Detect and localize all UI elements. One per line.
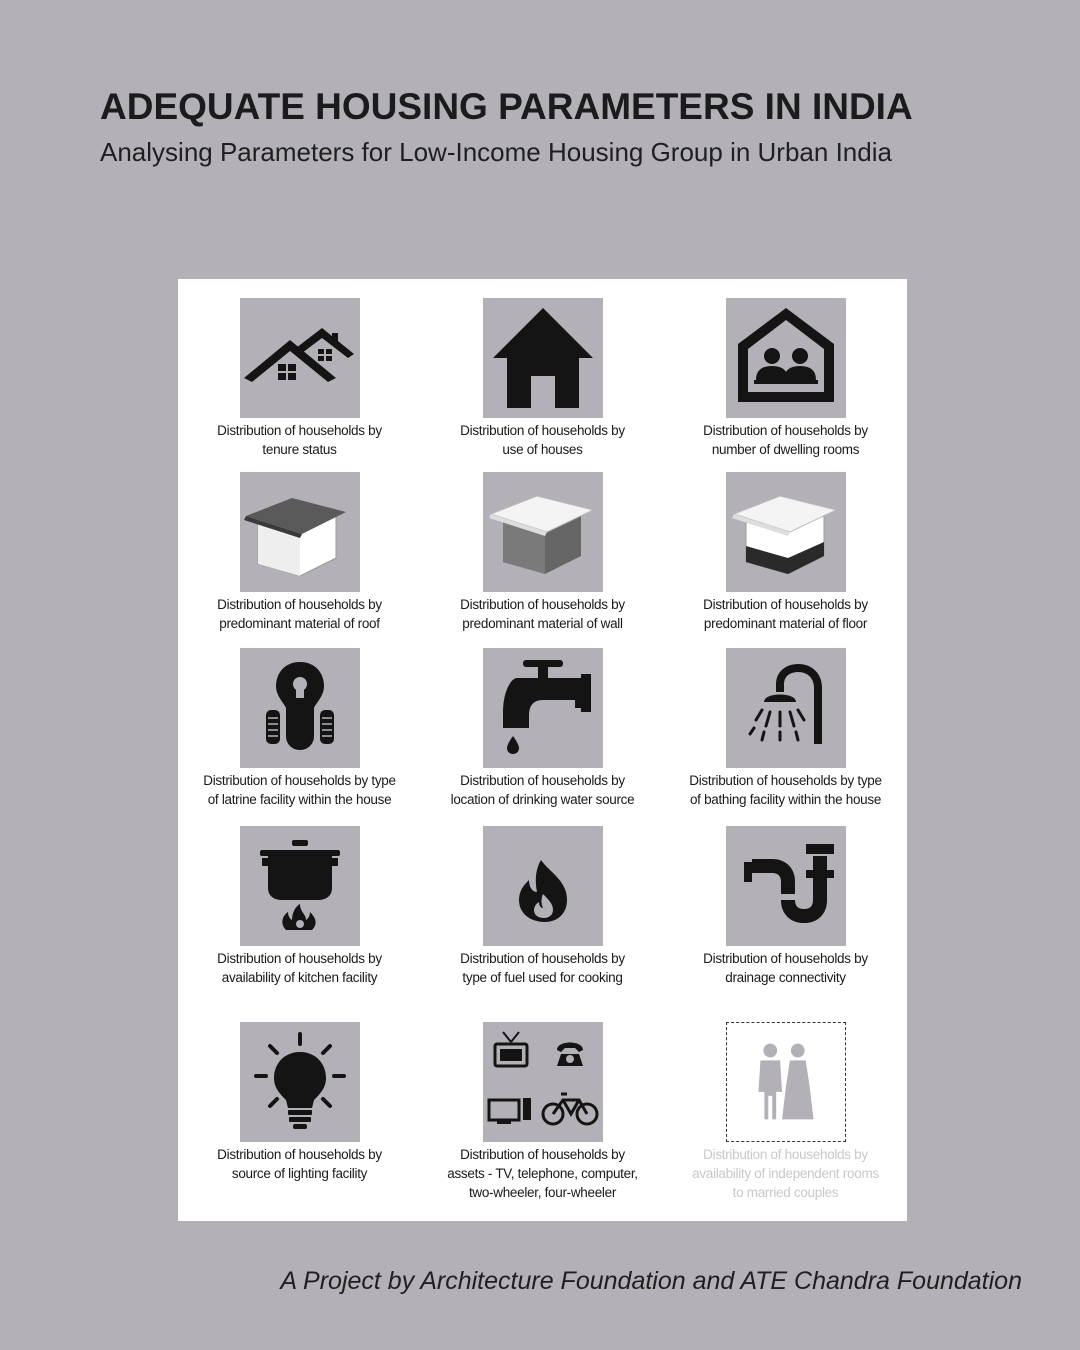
parameter-bathing xyxy=(664,648,907,809)
parameter-married-couples xyxy=(664,1022,907,1202)
caption-line: Distribution of households by xyxy=(703,1147,868,1162)
caption-line: predominant material of roof xyxy=(219,616,380,631)
caption-line: predominant material of floor xyxy=(703,616,868,631)
caption-line: Distribution of households by xyxy=(460,423,625,438)
caption-line: source of lighting facility xyxy=(231,1166,368,1181)
drain-pipe-icon xyxy=(726,826,846,946)
caption-line: to married couples xyxy=(732,1185,839,1200)
caption-line: Distribution of households by xyxy=(703,951,868,966)
caption-line: tenure status xyxy=(262,442,337,457)
cooking-pot-icon xyxy=(240,826,360,946)
tile xyxy=(483,826,603,946)
caption-line: Distribution of households by xyxy=(460,1147,625,1162)
tile xyxy=(240,1022,360,1142)
married-couple-icon xyxy=(727,1022,845,1142)
caption-line: Distribution of households by type xyxy=(203,773,396,788)
parameter-use-of-houses xyxy=(421,298,664,459)
caption-line: number of dwelling rooms xyxy=(711,442,860,457)
flame-icon xyxy=(483,826,603,946)
wall-box-icon xyxy=(483,472,603,592)
caption-line: of bathing facility within the house xyxy=(689,792,882,807)
parameter-dwelling-rooms xyxy=(664,298,907,459)
tile xyxy=(240,826,360,946)
caption-line: Distribution of households by xyxy=(703,423,868,438)
caption-line: Distribution of households by xyxy=(217,951,382,966)
caption-line: Distribution of households by xyxy=(217,423,382,438)
tile xyxy=(483,1022,603,1142)
parameter-drinking-water xyxy=(421,648,664,809)
caption-line: Distribution of households by type xyxy=(689,773,882,788)
parameter-wall-material xyxy=(421,472,664,633)
parameter-roof-material xyxy=(178,472,421,633)
parameter-cooking-fuel xyxy=(421,826,664,987)
tile xyxy=(726,472,846,592)
caption-line: Distribution of households by xyxy=(217,597,382,612)
tile xyxy=(726,298,846,418)
caption-line: Distribution of households by xyxy=(460,597,625,612)
tile xyxy=(240,298,360,418)
credit-footer: A Project by Architecture Foundation and ATE Chandra Foundation xyxy=(280,1267,1022,1295)
floor-box-icon xyxy=(726,472,846,592)
caption-line: drainage connectivity xyxy=(725,970,846,985)
parameter-assets xyxy=(421,1022,664,1202)
roof-box-icon xyxy=(240,472,360,592)
caption-line: availability of kitchen facility xyxy=(221,970,378,985)
tile xyxy=(726,1022,846,1142)
caption-line: Distribution of households by xyxy=(703,597,868,612)
rooftops-icon xyxy=(240,298,360,418)
caption-line: predominant material of wall xyxy=(462,616,623,631)
tile xyxy=(726,826,846,946)
parameters-panel xyxy=(178,279,907,1221)
assets-icon xyxy=(483,1022,603,1142)
caption-line: availability of independent rooms xyxy=(692,1166,879,1181)
caption-line: Distribution of households by xyxy=(460,951,625,966)
page-subtitle: Analysing Parameters for Low-Income Housing Group in Urban India xyxy=(100,137,892,167)
caption-line: of latrine facility within the house xyxy=(207,792,392,807)
tile xyxy=(240,472,360,592)
tile xyxy=(483,298,603,418)
latrine-icon xyxy=(240,648,360,768)
tile xyxy=(483,648,603,768)
tile xyxy=(240,648,360,768)
house-people-icon xyxy=(726,298,846,418)
caption-line: Distribution of households by xyxy=(217,1147,382,1162)
parameter-lighting xyxy=(178,1022,421,1183)
shower-icon xyxy=(726,648,846,768)
light-bulb-icon xyxy=(240,1022,360,1142)
parameter-kitchen xyxy=(178,826,421,987)
house-icon xyxy=(483,298,603,418)
tap-icon xyxy=(483,648,603,768)
parameter-floor-material xyxy=(664,472,907,633)
caption-line: Distribution of households by xyxy=(460,773,625,788)
tile xyxy=(726,648,846,768)
page-title: ADEQUATE HOUSING PARAMETERS IN INDIA xyxy=(100,86,913,127)
parameter-latrine xyxy=(178,648,421,809)
caption-line: location of drinking water source xyxy=(450,792,635,807)
tile xyxy=(483,472,603,592)
parameter-drainage xyxy=(664,826,907,987)
caption-line: use of houses xyxy=(502,442,583,457)
caption-line: type of fuel used for cooking xyxy=(462,970,623,985)
caption-line: two-wheeler, four-wheeler xyxy=(468,1185,617,1200)
caption-line: assets - TV, telephone, computer, xyxy=(447,1166,638,1181)
parameter-tenure-status xyxy=(178,298,421,459)
